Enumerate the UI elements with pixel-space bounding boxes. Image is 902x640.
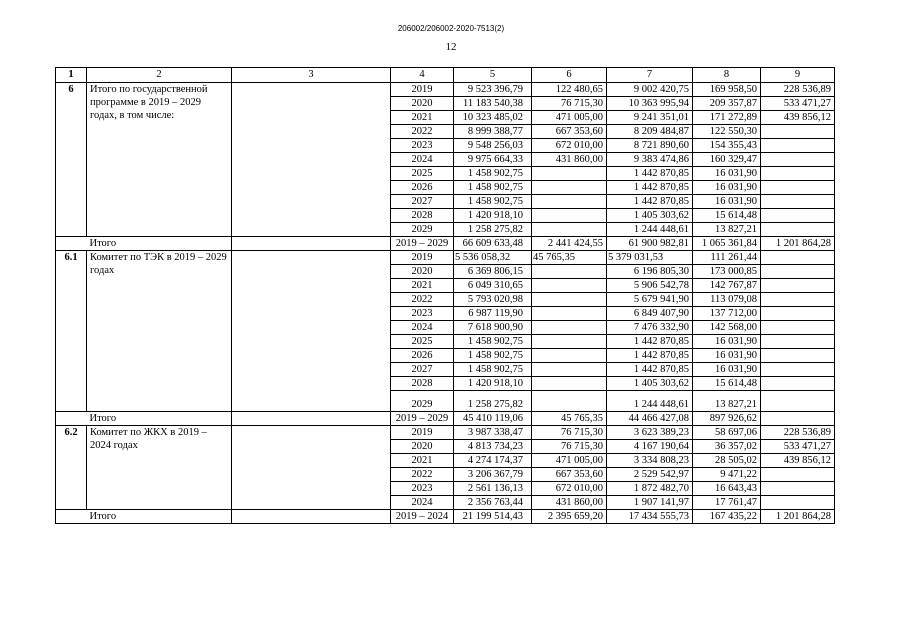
- value-cell: [761, 223, 835, 237]
- value-cell: [761, 153, 835, 167]
- year-cell: 2023: [391, 307, 454, 321]
- empty-cell: [56, 209, 87, 223]
- value-cell: [532, 335, 607, 349]
- year-cell: 2024: [391, 496, 454, 510]
- empty-cell: [56, 153, 87, 167]
- value-cell: 667 353,60: [532, 125, 607, 139]
- empty-cell: [232, 482, 391, 496]
- value-cell: 16 031,90: [693, 167, 761, 181]
- empty-cell: [232, 167, 391, 181]
- year-cell: 2023: [391, 482, 454, 496]
- total-value-cell: 66 609 633,48: [454, 237, 532, 251]
- empty-cell: [56, 307, 87, 321]
- col-header: 6: [532, 68, 607, 83]
- header-row: [56, 68, 835, 83]
- value-cell: 9 471,22: [693, 468, 761, 482]
- value-cell: 1 244 448,61: [607, 391, 693, 412]
- empty-cell: [232, 139, 391, 153]
- period-cell: 2019 – 2029: [391, 412, 454, 426]
- value-cell: 6 369 806,15: [454, 265, 532, 279]
- empty-cell: [56, 125, 87, 139]
- year-cell: 2019: [391, 83, 454, 97]
- value-cell: 3 987 338,47: [454, 426, 532, 440]
- year-cell: 2019: [391, 426, 454, 440]
- budget-table: [55, 67, 835, 524]
- empty-cell: [232, 223, 391, 237]
- empty-cell: [56, 293, 87, 307]
- total-row: [56, 510, 835, 524]
- value-cell: 1 458 902,75: [454, 181, 532, 195]
- value-cell: 1 405 303,62: [607, 209, 693, 223]
- total-label: Итого: [87, 510, 232, 524]
- empty-cell: [232, 237, 391, 251]
- value-cell: 15 614,48: [693, 209, 761, 223]
- document-id: 206002/206002-2020-7513(2): [397, 24, 505, 33]
- value-cell: 36 357,02: [693, 440, 761, 454]
- year-cell: 2022: [391, 293, 454, 307]
- value-cell: [761, 307, 835, 321]
- empty-cell: [56, 265, 87, 279]
- value-cell: 228 536,89: [761, 426, 835, 440]
- value-cell: 1 458 902,75: [454, 363, 532, 377]
- group-number: 6.2: [56, 426, 87, 440]
- value-cell: 17 761,47: [693, 496, 761, 510]
- empty-cell: [56, 440, 87, 454]
- empty-cell: [56, 181, 87, 195]
- value-cell: 1 258 275,82: [454, 223, 532, 237]
- value-cell: 28 505,02: [693, 454, 761, 468]
- total-value-cell: 167 435,22: [693, 510, 761, 524]
- total-value-cell: 897 926,62: [693, 412, 761, 426]
- empty-cell: [232, 209, 391, 223]
- value-cell: [532, 307, 607, 321]
- value-cell: 171 272,89: [693, 111, 761, 125]
- empty-cell: [56, 111, 87, 125]
- value-cell: 6 049 310,65: [454, 279, 532, 293]
- group-number: 6.1: [56, 251, 87, 265]
- value-cell: [761, 349, 835, 363]
- year-cell: 2020: [391, 97, 454, 111]
- year-cell: 2022: [391, 468, 454, 482]
- value-cell: 3 623 389,23: [607, 426, 693, 440]
- value-cell: 533 471,27: [761, 440, 835, 454]
- col-header: 3: [232, 68, 391, 83]
- empty-cell: [232, 335, 391, 349]
- table-row: [56, 83, 835, 97]
- empty-cell: [56, 482, 87, 496]
- table-row: [56, 251, 835, 265]
- empty-cell: [232, 111, 391, 125]
- year-cell: 2020: [391, 265, 454, 279]
- year-cell: 2024: [391, 321, 454, 335]
- year-cell: 2021: [391, 111, 454, 125]
- value-cell: [761, 139, 835, 153]
- year-cell: 2025: [391, 335, 454, 349]
- value-cell: 160 329,47: [693, 153, 761, 167]
- value-cell: 1 458 902,75: [454, 349, 532, 363]
- empty-cell: [232, 412, 391, 426]
- value-cell: 431 860,00: [532, 153, 607, 167]
- value-cell: [532, 363, 607, 377]
- value-cell: 2 561 136,13: [454, 482, 532, 496]
- empty-cell: [232, 391, 391, 412]
- total-value-cell: 17 434 555,73: [607, 510, 693, 524]
- col-header: 4: [391, 68, 454, 83]
- year-cell: 2025: [391, 167, 454, 181]
- table-row: [56, 426, 835, 440]
- value-cell: [761, 209, 835, 223]
- value-cell: [532, 349, 607, 363]
- value-cell: [532, 209, 607, 223]
- group-name: Комитет по ТЭК в 2019 – 2029 годах: [87, 251, 232, 412]
- value-cell: [532, 321, 607, 335]
- total-value-cell: 21 199 514,43: [454, 510, 532, 524]
- value-cell: 9 241 351,01: [607, 111, 693, 125]
- value-cell: 8 721 890,60: [607, 139, 693, 153]
- total-value-cell: 1 201 864,28: [761, 510, 835, 524]
- value-cell: 154 355,43: [693, 139, 761, 153]
- value-cell: 6 987 119,90: [454, 307, 532, 321]
- value-cell: 16 643,43: [693, 482, 761, 496]
- empty-cell: [232, 181, 391, 195]
- value-cell: 1 442 870,85: [607, 167, 693, 181]
- value-cell: 1 442 870,85: [607, 195, 693, 209]
- total-value-cell: 61 900 982,81: [607, 237, 693, 251]
- empty-cell: [232, 454, 391, 468]
- value-cell: 16 031,90: [693, 335, 761, 349]
- value-cell: 1 258 275,82: [454, 391, 532, 412]
- value-cell: 15 614,48: [693, 377, 761, 391]
- year-cell: 2028: [391, 377, 454, 391]
- value-cell: 7 618 900,90: [454, 321, 532, 335]
- value-cell: 1 907 141,97: [607, 496, 693, 510]
- value-cell: 1 872 482,70: [607, 482, 693, 496]
- value-cell: [761, 377, 835, 391]
- value-cell: [532, 181, 607, 195]
- empty-cell: [56, 510, 87, 524]
- value-cell: 533 471,27: [761, 97, 835, 111]
- total-value-cell: 2 441 424,55: [532, 237, 607, 251]
- value-cell: 142 767,87: [693, 279, 761, 293]
- value-cell: 439 856,12: [761, 111, 835, 125]
- value-cell: 4 813 734,23: [454, 440, 532, 454]
- total-value-cell: 44 466 427,08: [607, 412, 693, 426]
- empty-cell: [56, 167, 87, 181]
- year-cell: 2021: [391, 454, 454, 468]
- value-cell: 672 010,00: [532, 139, 607, 153]
- empty-cell: [232, 496, 391, 510]
- empty-cell: [232, 468, 391, 482]
- year-cell: 2029: [391, 223, 454, 237]
- empty-cell: [56, 391, 87, 412]
- year-cell: 2027: [391, 195, 454, 209]
- empty-cell: [232, 426, 391, 440]
- page-number: 12: [445, 41, 457, 53]
- empty-cell: [232, 510, 391, 524]
- empty-cell: [232, 265, 391, 279]
- value-cell: [761, 251, 835, 265]
- value-cell: 142 568,00: [693, 321, 761, 335]
- value-cell: [761, 391, 835, 412]
- value-cell: 11 183 540,38: [454, 97, 532, 111]
- col-header: 9: [761, 68, 835, 83]
- empty-cell: [56, 139, 87, 153]
- value-cell: 76 715,30: [532, 426, 607, 440]
- value-cell: [761, 321, 835, 335]
- value-cell: 16 031,90: [693, 363, 761, 377]
- value-cell: [532, 279, 607, 293]
- empty-cell: [56, 321, 87, 335]
- year-cell: 2028: [391, 209, 454, 223]
- empty-cell: [56, 496, 87, 510]
- year-cell: 2024: [391, 153, 454, 167]
- value-cell: [761, 265, 835, 279]
- value-cell: 122 480,65: [532, 83, 607, 97]
- total-value-cell: 45 410 119,06: [454, 412, 532, 426]
- value-cell: 16 031,90: [693, 195, 761, 209]
- empty-cell: [232, 440, 391, 454]
- value-cell: 10 363 995,94: [607, 97, 693, 111]
- value-cell: [761, 496, 835, 510]
- value-cell: 9 975 664,33: [454, 153, 532, 167]
- empty-cell: [232, 153, 391, 167]
- value-cell: 58 697,06: [693, 426, 761, 440]
- value-cell: 1 458 902,75: [454, 195, 532, 209]
- value-cell: 5 679 941,90: [607, 293, 693, 307]
- value-cell: 76 715,30: [532, 97, 607, 111]
- total-value-cell: 1 201 864,28: [761, 237, 835, 251]
- empty-cell: [232, 363, 391, 377]
- value-cell: [761, 279, 835, 293]
- value-cell: [532, 167, 607, 181]
- year-cell: 2029: [391, 391, 454, 412]
- group-name: Итого по государственной программе в 2019 – 2029 годах, в том числе:: [87, 83, 232, 237]
- empty-cell: [56, 279, 87, 293]
- empty-cell: [56, 223, 87, 237]
- total-value-cell: 45 765,35: [532, 412, 607, 426]
- value-cell: 1 442 870,85: [607, 349, 693, 363]
- empty-cell: [232, 307, 391, 321]
- value-cell: 3 334 808,23: [607, 454, 693, 468]
- value-cell: [761, 125, 835, 139]
- total-row: [56, 237, 835, 251]
- value-cell: 10 323 485,02: [454, 111, 532, 125]
- value-cell: [761, 167, 835, 181]
- value-cell: 6 849 407,90: [607, 307, 693, 321]
- value-cell: 672 010,00: [532, 482, 607, 496]
- period-cell: 2019 – 2029: [391, 237, 454, 251]
- empty-cell: [56, 377, 87, 391]
- year-cell: 2020: [391, 440, 454, 454]
- value-cell: [532, 265, 607, 279]
- value-cell: [761, 181, 835, 195]
- value-cell: 471 005,00: [532, 454, 607, 468]
- value-cell: 1 420 918,10: [454, 377, 532, 391]
- value-cell: [761, 293, 835, 307]
- value-cell: 4 274 174,37: [454, 454, 532, 468]
- value-cell: 5 793 020,98: [454, 293, 532, 307]
- col-header: 7: [607, 68, 693, 83]
- value-cell: 9 002 420,75: [607, 83, 693, 97]
- year-cell: 2026: [391, 181, 454, 195]
- value-cell: 13 827,21: [693, 391, 761, 412]
- value-cell: 7 476 332,90: [607, 321, 693, 335]
- value-cell: 9 383 474,86: [607, 153, 693, 167]
- empty-cell: [232, 251, 391, 265]
- value-cell: 4 167 190,64: [607, 440, 693, 454]
- year-cell: 2027: [391, 363, 454, 377]
- value-cell: [761, 482, 835, 496]
- value-cell: 173 000,85: [693, 265, 761, 279]
- value-cell: 439 856,12: [761, 454, 835, 468]
- group-number: 6: [56, 83, 87, 97]
- col-header: 2: [87, 68, 232, 83]
- empty-cell: [56, 195, 87, 209]
- value-cell: 1 442 870,85: [607, 335, 693, 349]
- total-label: Итого: [87, 412, 232, 426]
- value-cell: 1 405 303,62: [607, 377, 693, 391]
- value-cell: 13 827,21: [693, 223, 761, 237]
- value-cell: [532, 223, 607, 237]
- value-cell: 431 860,00: [532, 496, 607, 510]
- empty-cell: [56, 412, 87, 426]
- value-cell: 122 550,30: [693, 125, 761, 139]
- total-value-cell: 2 395 659,20: [532, 510, 607, 524]
- value-cell: 113 079,08: [693, 293, 761, 307]
- value-cell: [532, 377, 607, 391]
- empty-cell: [232, 279, 391, 293]
- empty-cell: [232, 349, 391, 363]
- empty-cell: [56, 237, 87, 251]
- empty-cell: [56, 335, 87, 349]
- total-row: [56, 412, 835, 426]
- value-cell: 6 196 805,30: [607, 265, 693, 279]
- value-cell: 169 958,50: [693, 83, 761, 97]
- empty-cell: [232, 83, 391, 97]
- value-cell: [761, 335, 835, 349]
- empty-cell: [232, 195, 391, 209]
- year-cell: 2026: [391, 349, 454, 363]
- value-cell: 5 379 031,53: [607, 251, 693, 265]
- value-cell: 16 031,90: [693, 349, 761, 363]
- year-cell: 2021: [391, 279, 454, 293]
- total-label: Итого: [87, 237, 232, 251]
- value-cell: 1 442 870,85: [607, 181, 693, 195]
- value-cell: [761, 468, 835, 482]
- empty-cell: [232, 321, 391, 335]
- value-cell: 2 529 542,97: [607, 468, 693, 482]
- value-cell: 1 458 902,75: [454, 167, 532, 181]
- value-cell: 9 548 256,03: [454, 139, 532, 153]
- value-cell: 471 005,00: [532, 111, 607, 125]
- value-cell: 1 420 918,10: [454, 209, 532, 223]
- group-name: Комитет по ЖКХ в 2019 – 2024 годах: [87, 426, 232, 510]
- value-cell: 228 536,89: [761, 83, 835, 97]
- empty-cell: [232, 125, 391, 139]
- empty-cell: [56, 349, 87, 363]
- value-cell: 8 209 484,87: [607, 125, 693, 139]
- empty-cell: [56, 468, 87, 482]
- value-cell: 3 206 367,79: [454, 468, 532, 482]
- value-cell: 16 031,90: [693, 181, 761, 195]
- col-header: 1: [56, 68, 87, 83]
- year-cell: 2023: [391, 139, 454, 153]
- value-cell: 1 458 902,75: [454, 335, 532, 349]
- value-cell: 137 712,00: [693, 307, 761, 321]
- value-cell: [532, 293, 607, 307]
- value-cell: 5 906 542,78: [607, 279, 693, 293]
- total-value-cell: [761, 412, 835, 426]
- value-cell: 1 244 448,61: [607, 223, 693, 237]
- value-cell: [761, 195, 835, 209]
- value-cell: [532, 195, 607, 209]
- value-cell: 45 765,35: [532, 251, 607, 265]
- empty-cell: [56, 454, 87, 468]
- year-cell: 2019: [391, 251, 454, 265]
- total-value-cell: 1 065 361,84: [693, 237, 761, 251]
- empty-cell: [232, 377, 391, 391]
- year-cell: 2022: [391, 125, 454, 139]
- empty-cell: [232, 293, 391, 307]
- value-cell: 667 353,60: [532, 468, 607, 482]
- value-cell: 1 442 870,85: [607, 363, 693, 377]
- value-cell: [532, 391, 607, 412]
- col-header: 8: [693, 68, 761, 83]
- value-cell: 209 357,87: [693, 97, 761, 111]
- empty-cell: [56, 97, 87, 111]
- value-cell: [761, 363, 835, 377]
- col-header: 5: [454, 68, 532, 83]
- value-cell: 5 536 058,32: [454, 251, 532, 265]
- value-cell: 8 999 388,77: [454, 125, 532, 139]
- value-cell: 9 523 396,79: [454, 83, 532, 97]
- value-cell: 76 715,30: [532, 440, 607, 454]
- empty-cell: [56, 363, 87, 377]
- value-cell: 2 356 763,44: [454, 496, 532, 510]
- period-cell: 2019 – 2024: [391, 510, 454, 524]
- empty-cell: [232, 97, 391, 111]
- value-cell: 111 261,44: [693, 251, 761, 265]
